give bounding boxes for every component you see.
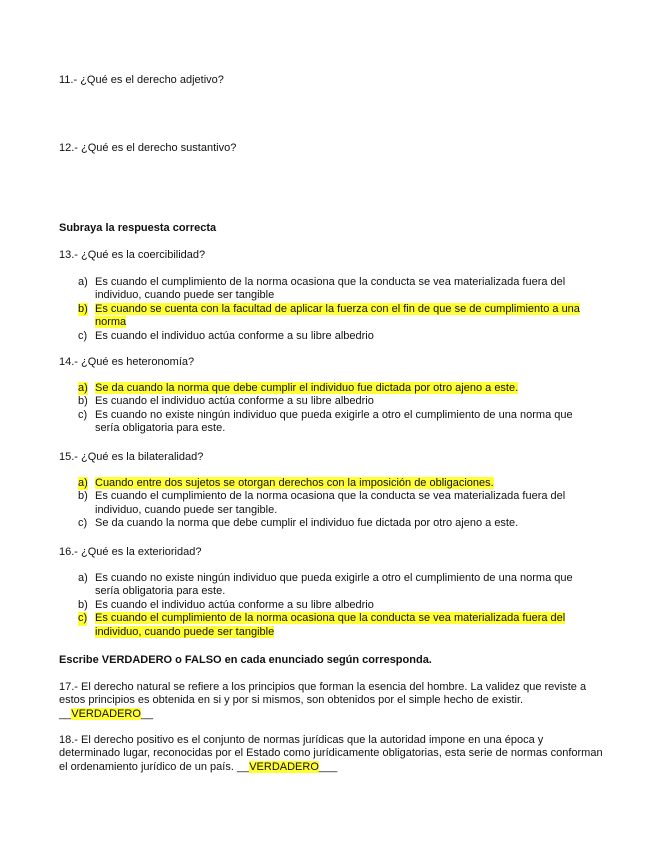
option-text: Es cuando no existe ningún individuo que pueda exigirle a otro el cumplimiento de una norma que sería obligatoria para este. xyxy=(95,408,573,435)
option-16c-answer xyxy=(59,612,594,639)
option-marker: c) xyxy=(78,408,88,421)
option-16b xyxy=(59,599,594,612)
blank-line: __ xyxy=(140,707,154,720)
question-11: 11.- ¿Qué es el derecho adjetivo? xyxy=(59,74,224,86)
option-text: Se da cuando la norma que debe cumplir el individuo fue dictada por otro ajeno a este. xyxy=(95,517,519,530)
option-marker: c) xyxy=(78,612,88,625)
option-text-highlighted: Cuando entre dos sujetos se otorgan derechos con la imposición de obligaciones. xyxy=(95,477,494,489)
statement-text: 17.- El derecho natural se refiere a los principios que forman la esencia del hombre. La validez que reviste a estos principios es obtenida en si y por si mismos, son obtenidos por el simple hecho de existir. xyxy=(59,681,587,707)
statement-17 xyxy=(59,681,604,721)
option-marker: a) xyxy=(78,382,88,394)
question-16-options xyxy=(59,572,594,639)
question-14-options xyxy=(59,382,594,436)
option-13b-answer xyxy=(59,303,594,330)
answer-highlighted: VERDADERO xyxy=(71,707,141,720)
option-16a xyxy=(59,572,594,599)
option-text-highlighted: Se da cuando la norma que debe cumplir el individuo fue dictada por otro ajeno a este. xyxy=(95,382,519,394)
option-text: Es cuando el cumplimiento de la norma ocasiona que la conducta se vea materializada fuera del individuo, cuando puede ser tangible. xyxy=(95,490,566,516)
question-15: 15.- ¿Qué es la bilateralidad? xyxy=(59,451,204,463)
blank-line: __ xyxy=(236,760,250,773)
option-marker: a) xyxy=(78,477,88,489)
option-text: Es cuando el cumplimiento de la norma ocasiona que la conducta se vea materializada fuera del individuo, cuando puede ser tangible xyxy=(95,276,566,302)
option-text-highlighted: Es cuando se cuenta con la facultad de aplicar la fuerza con el fin de que se de cumplimiento a una norma xyxy=(95,302,580,329)
blank-line: __ xyxy=(59,707,72,720)
answer-highlighted: VERDADERO xyxy=(249,760,319,773)
question-13-options xyxy=(59,276,594,343)
option-text: Es cuando el individuo actúa conforme a su libre albedrio xyxy=(95,598,374,611)
blank-line: ___ xyxy=(318,760,338,773)
option-15c xyxy=(59,517,594,530)
option-marker: a) xyxy=(78,572,88,584)
option-text: Es cuando no existe ningún individuo que pueda exigirle a otro el cumplimiento de una norma que sería obligatoria para este. xyxy=(95,572,573,598)
question-14: 14.- ¿Qué es heteronomía? xyxy=(59,356,195,368)
option-marker: c) xyxy=(78,329,88,342)
option-14b xyxy=(59,395,594,408)
option-text: Es cuando el individuo actúa conforme a su libre albedrio xyxy=(95,329,374,342)
question-13: 13.- ¿Qué es la coercibilidad? xyxy=(59,249,206,261)
option-marker: b) xyxy=(78,598,88,611)
question-16: 16.- ¿Qué es la exterioridad? xyxy=(59,546,202,558)
option-14a-answer xyxy=(59,382,594,395)
option-marker: c) xyxy=(78,517,88,530)
question-15-options xyxy=(59,477,594,531)
option-13c xyxy=(59,330,594,343)
option-15b xyxy=(59,490,594,517)
option-marker: b) xyxy=(78,395,88,408)
option-text: Es cuando el individuo actúa conforme a su libre albedrio xyxy=(95,395,374,408)
option-marker: b) xyxy=(78,490,88,503)
option-marker: b) xyxy=(78,302,88,315)
statement-18 xyxy=(59,734,604,774)
option-text-highlighted: Es cuando el cumplimiento de la norma ocasiona que la conducta se vea materializada fuera del individuo, cuando puede ser tangible xyxy=(95,612,566,638)
option-15a-answer xyxy=(59,477,594,490)
section-title-underline: Subraya la respuesta correcta xyxy=(59,222,217,234)
statement-text: 18.- El derecho positivo es el conjunto de normas jurídicas que la autoridad impone en una época y determinado lugar, reconocidas por el Estado como jurídicamente obligatorias, esta serie de normas conforman el ordenamiento jurídico de un país. xyxy=(59,734,603,773)
section-title-true-false: Escribe VERDADERO o FALSO en cada enunciado según corresponda. xyxy=(59,654,432,666)
option-14c xyxy=(59,409,594,436)
question-12: 12.- ¿Qué es el derecho sustantivo? xyxy=(59,142,237,154)
option-13a xyxy=(59,276,594,303)
option-marker: a) xyxy=(78,276,88,288)
